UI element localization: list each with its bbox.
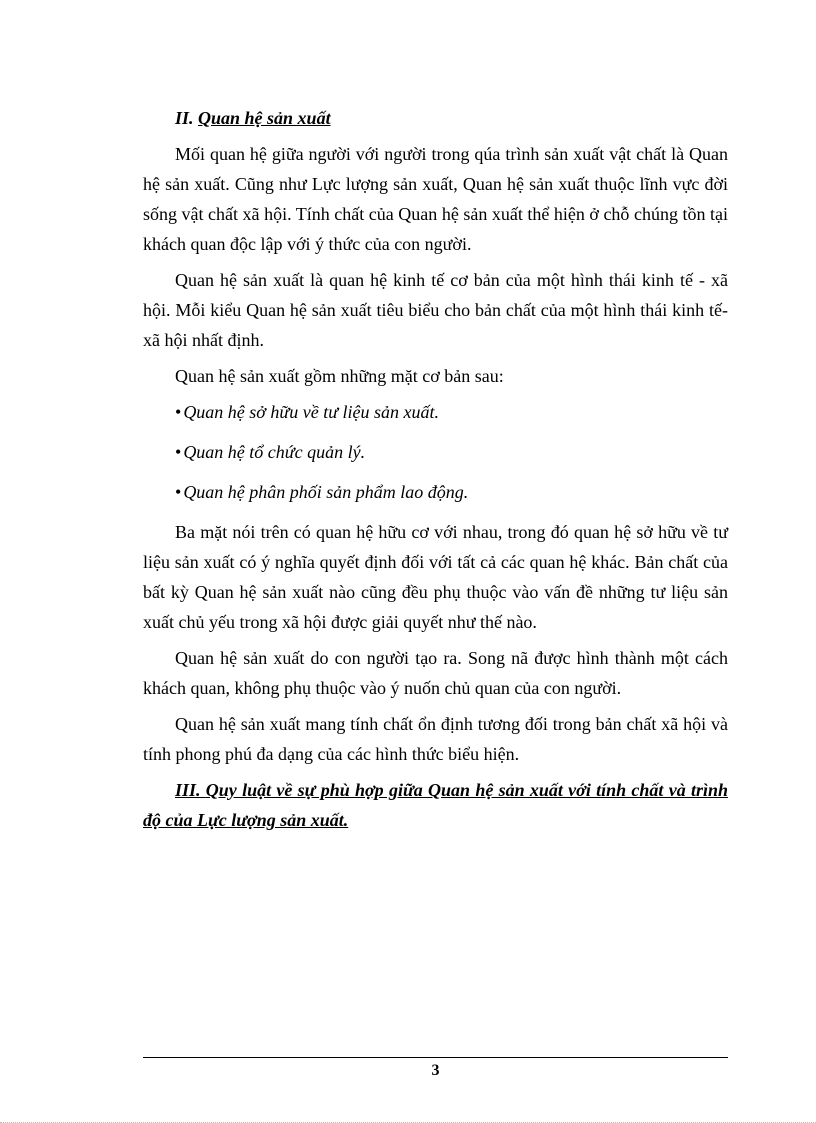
paragraph: Quan hệ sản xuất là quan hệ kinh tế cơ bản của một hình thái kinh tế - xã hội. Mỗi kiểu Quan hệ sản xuất tiêu biểu cho bản chất của một hình thái kinh tế- xã hội nhất định. [143,270,728,350]
bullet-text: Quan hệ tổ chức quản lý. [183,442,366,462]
page-number: 3 [431,1062,440,1079]
bullet-item [143,437,728,467]
paragraph: Quan hệ sản xuất mang tính chất ổn định tương đối trong bản chất xã hội và tính phong phú đa dạng của các hình thức biểu hiện. [143,714,728,764]
section-heading-3 [143,775,728,835]
bullet-text: Quan hệ phân phối sản phẩm lao động. [183,482,469,502]
section-title: Quan hệ sản xuất [198,108,331,128]
bullet-item [143,397,728,427]
bullet-icon: • [175,442,182,462]
section-title: Quy luật về sự phù hợp giữa Quan hệ sản xuất với tính chất và trình độ của Lực lượng sản xuất. [143,780,728,830]
bullet-text: Quan hệ sở hữu về tư liệu sản xuất. [183,402,440,422]
bullet-icon: • [175,402,182,422]
paragraph: Ba mặt nói trên có quan hệ hữu cơ với nhau, trong đó quan hệ sở hữu về tư liệu sản xuất có ý nghĩa quyết định đối với tất cả các quan hệ khác. Bản chất của bất kỳ Quan hệ sản xuất nào cũng đều phụ thuộc vào vấn đề những tư liệu sản xuất chủ yếu trong xã hội được giải quyết như thế nào. [143,522,728,632]
paragraph: Mối quan hệ giữa người với người trong qúa trình sản xuất vật chất là Quan hệ sản xuất. Cũng như Lực lượng sản xuất, Quan hệ sản xuất thuộc lĩnh vực đời sống vật chất xã hội. Tính chất của Quan hệ sản xuất thể hiện ở chỗ chúng tồn tại khách quan độc lập với ý thức của con người. [143,144,728,254]
bullet-item [143,477,728,507]
bullet-icon: • [175,482,182,502]
section-number: III. [175,780,201,800]
footer-divider [143,1057,728,1058]
paragraph: Quan hệ sản xuất gồm những mặt cơ bản sau: [175,366,504,386]
paragraph: Quan hệ sản xuất do con người tạo ra. Song nã được hình thành một cách khách quan, không phụ thuộc vào ý nuốn chủ quan của con người. [143,648,728,698]
section-number: II. [175,108,194,128]
page-body [143,103,728,835]
section-heading-2 [143,103,728,133]
